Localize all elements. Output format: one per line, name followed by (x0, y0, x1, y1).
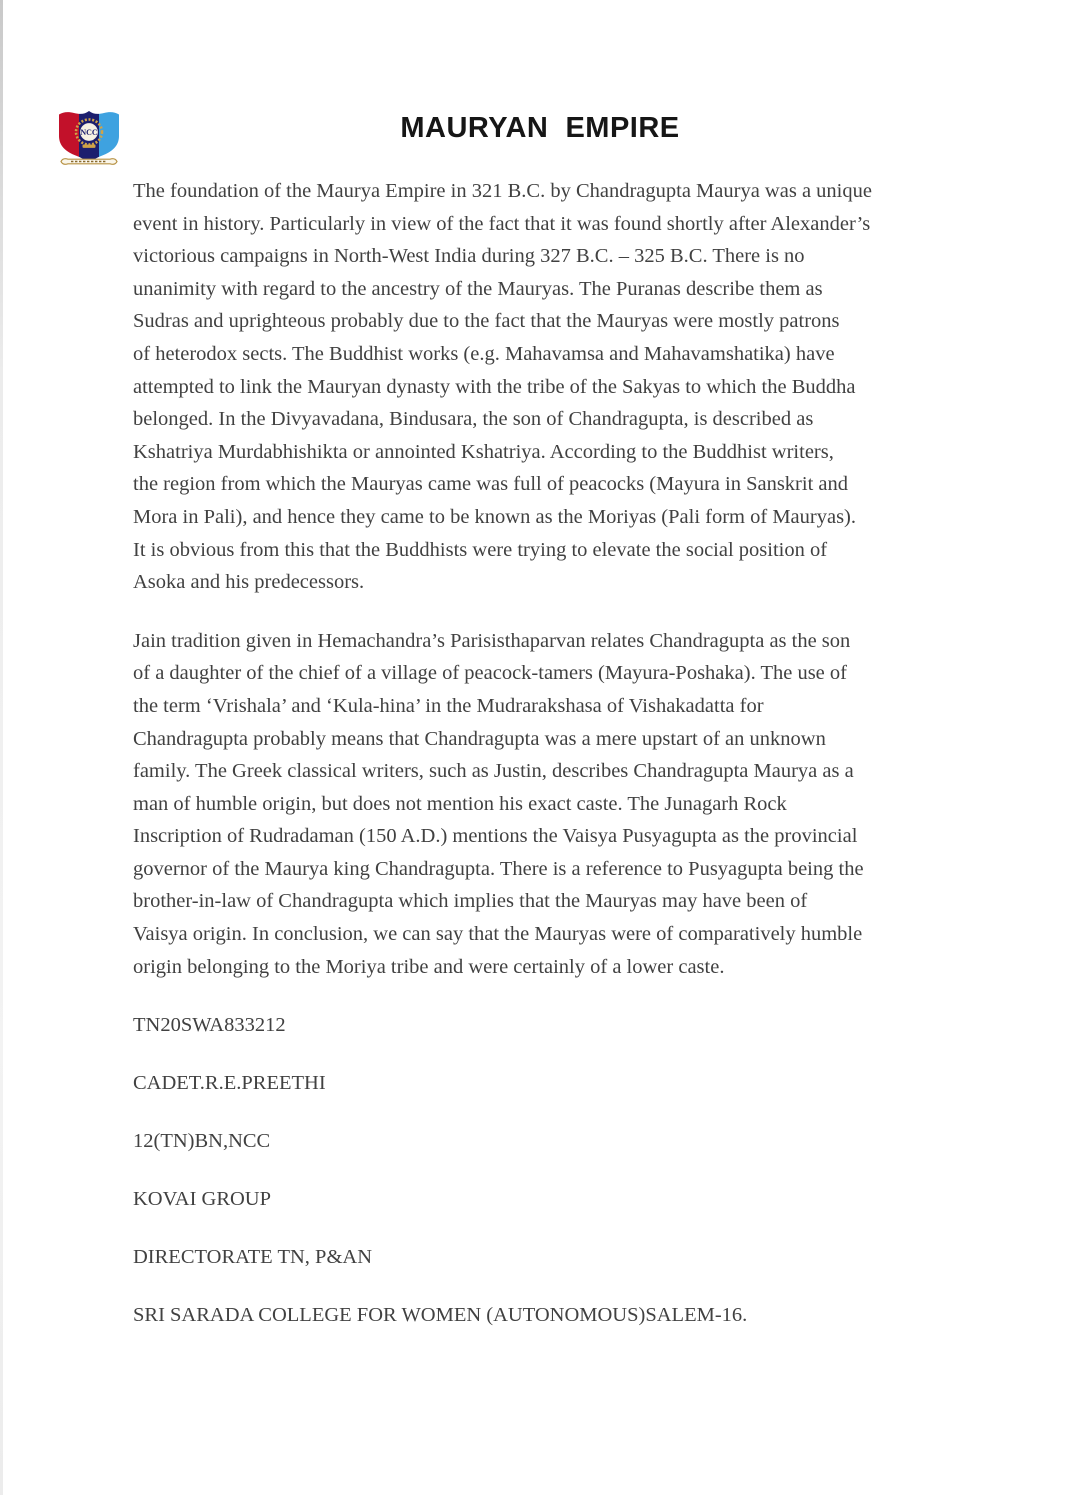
page-title: MAURYAN EMPIRE (400, 112, 680, 144)
ncc-emblem-icon (56, 108, 122, 172)
ncc-logo (56, 108, 122, 172)
document-body (133, 175, 947, 1332)
logo-stripe-red (56, 108, 79, 166)
logo-ncc-label: NCC (80, 128, 98, 138)
signature-block (133, 1009, 947, 1332)
signature-line: SRI SARADA COLLEGE FOR WOMEN (AUTONOMOUS)SALEM-16. (133, 1304, 748, 1327)
signature-line: KOVAI GROUP (133, 1188, 272, 1211)
body-paragraph-jain-tradition: Jain tradition given in Hemachandra’s Parisisthaparvan relates Chandragupta as the son of a daughter of the chief of a village of peacock-tamers (Mayura-Poshaka). The use of the term ‘Vrishala’ and ‘Kula-hina’ in the Mudrarakshasa of Vishakadatta for Chandragupta probably means that Chandragupta was a mere upstart of an unknown family. The Greek classical writers, such as Justin, describes Chandragupta Maurya as a man of humble origin, but does not mention his exact caste. The Junagarh Rock Inscription of Rudradaman (150 A.D.) mentions the Vaisya Pusyagupta as the provincial governor of the Maurya king Chandragupta. There is a reference to Pusyagupta being the brother-in-law of Chandragupta which implies that the Mauryas may have been of Vaisya origin. In conclusion, we can say that the Mauryas were of comparatively humble origin belonging to the Moriya tribe and were certainly of a lower caste. (133, 629, 864, 978)
signature-line: TN20SWA833212 (133, 1014, 286, 1037)
logo-inner-scroll (83, 145, 96, 148)
page-edge-shadow (0, 0, 3, 1495)
logo-stripe-sky (99, 108, 122, 166)
signature-line: CADET.R.E.PREETHI (133, 1072, 326, 1095)
body-paragraph-origins: The foundation of the Maurya Empire in 321 B.C. by Chandragupta Maurya was a unique event in history. Particularly in view of the fact that it was found shortly after Alexander’s victorious campaigns in North-West India during 327 B.C. – 325 B.C. There is no unanimity with regard to the ancestry of the Mauryas. The Puranas describe them as Sudras and uprighteous probably due to the fact that the Mauryas were mostly patrons of heterodox sects. The Buddhist works (e.g. Mahavamsa and Mahavamshatika) have attempted to link the Mauryan dynasty with the tribe of the Sakyas to which the Buddha belonged. In the Divyavadana, Bindusara, the son of Chandragupta, is described as Kshatriya Murdabhishikta or annointed Kshatriya. According to the Buddhist writers, the region from which the Mauryas came was full of peacocks (Mayura in Sanskrit and Mora in Pali), and hence they came to be known as the Moriyas (Pali form of Mauryas). It is obvious from this that the Buddhists were trying to elevate the social position of Asoka and his predecessors. (133, 180, 872, 594)
signature-line: DIRECTORATE TN, P&AN (133, 1246, 372, 1269)
signature-line: 12(TN)BN,NCC (133, 1130, 271, 1153)
